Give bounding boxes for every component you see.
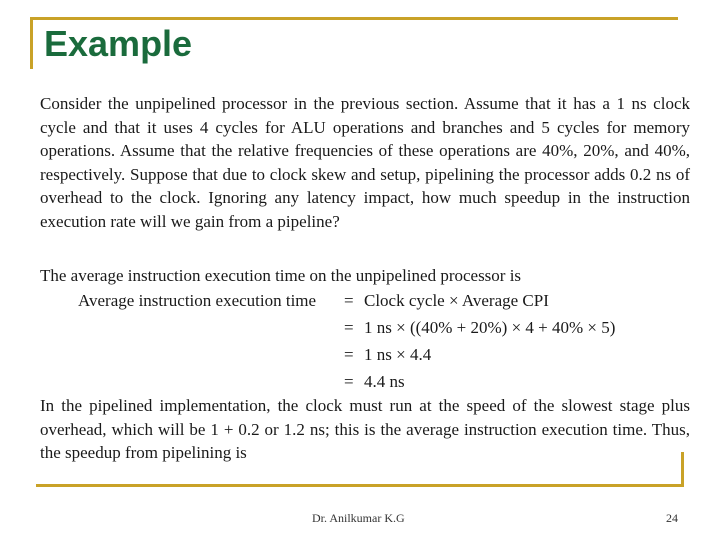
top-rule bbox=[30, 17, 678, 20]
footer-author: Dr. Anilkumar K.G bbox=[312, 511, 405, 525]
left-rule bbox=[30, 17, 33, 69]
slide-title: Example bbox=[44, 23, 193, 64]
problem-paragraph: Consider the unpipelined processor in the previous section. Assume that it has a 1 ns clock cycle and that it uses 4 cycles for ALU operations and branches and 5 cycles for memory operations. Assume that the relative frequencies of these operations are 40%, 20%, and 40%, respectively. Suppose that due to clock skew and setup, pipelining the processor adds 0.2 ns of overhead to the clock. Ignoring any latency impact, how much speedup in the instruction execution rate will we gain from a pipeline? bbox=[40, 94, 690, 231]
right-rule bbox=[681, 452, 684, 487]
equation-rhs: 1 ns × 4.4 bbox=[364, 345, 432, 364]
equation-rhs: 1 ns × ((40% + 20%) × 4 + 40% × 5) bbox=[364, 318, 616, 337]
equals-sign: = bbox=[344, 345, 354, 364]
equation-rhs: Clock cycle × Average CPI bbox=[364, 291, 549, 310]
page-number: 24 bbox=[666, 511, 678, 525]
bottom-rule bbox=[36, 484, 684, 487]
pipelined-paragraph: In the pipelined implementation, the clock must run at the speed of the slowest stage plus overhead, which will be 1 + 0.2 or 1.2 ns; this is the average instruction execution time. Thus, the speedup from pipelining is bbox=[40, 396, 690, 462]
equals-sign: = bbox=[344, 318, 354, 337]
equals-sign: = bbox=[344, 372, 354, 391]
equation-rhs: 4.4 ns bbox=[364, 372, 405, 391]
equation-lhs: Average instruction execution time bbox=[78, 291, 317, 310]
equals-sign: = bbox=[344, 291, 354, 310]
unpipelined-intro: The average instruction execution time on the unpipelined processor is bbox=[40, 266, 522, 285]
